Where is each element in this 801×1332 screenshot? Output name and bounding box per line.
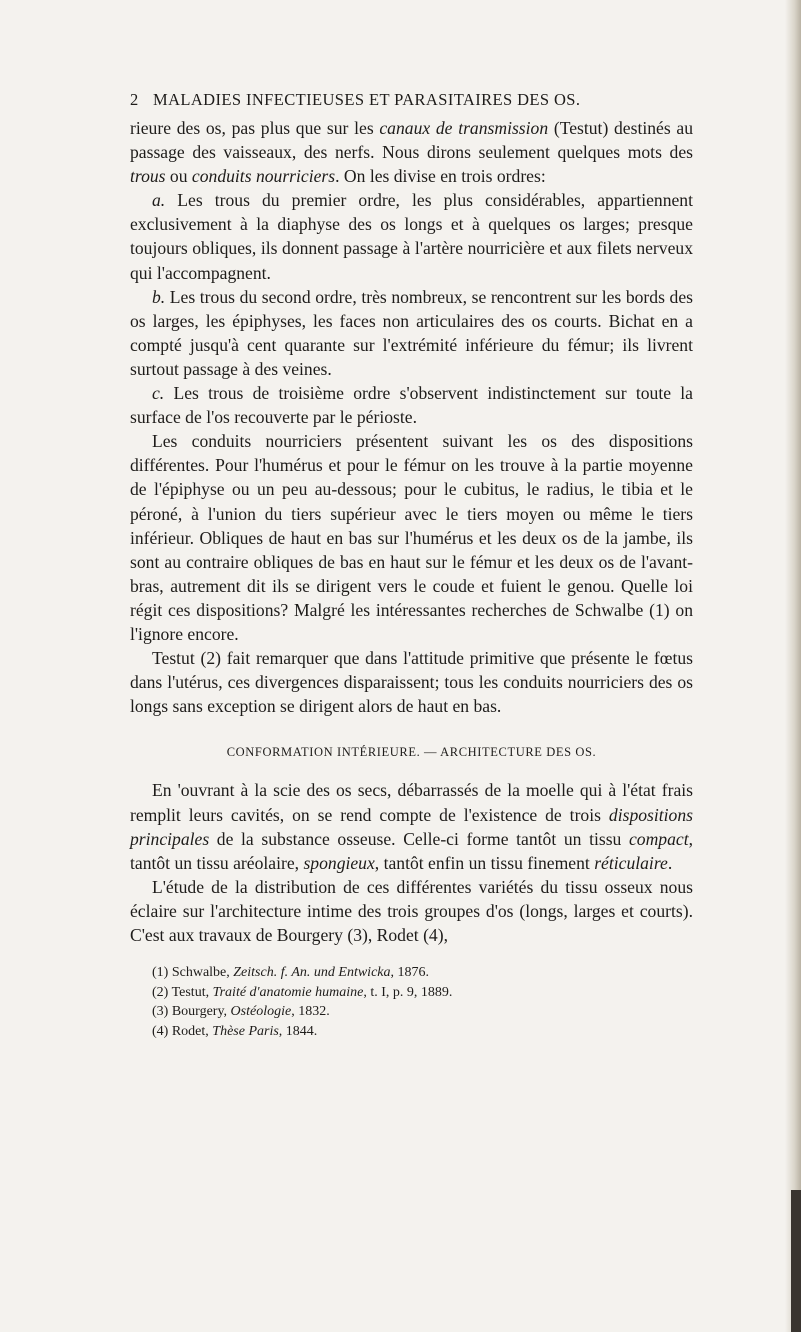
footnote-number: (2): [152, 984, 169, 1000]
footnote: [130, 963, 693, 983]
paragraph-b: [130, 285, 693, 381]
text-run: ou: [165, 166, 192, 187]
footnote: [130, 1022, 693, 1042]
footnote-author: Bourgery,: [168, 1004, 231, 1020]
page-edge-dark-strip: [791, 1190, 801, 1332]
paragraph-c: [130, 381, 693, 429]
paragraph-1: [130, 116, 693, 188]
footnote-number: (1): [152, 965, 169, 981]
paragraph-testut: Testut (2) fait remarquer que dans l'attitude primitive que présente le fœtus dans l'utérus, ces divergences disparaissent; tous les conduits nourriciers des os longs sans exception se dirigent alors de haut en bas.: [130, 648, 693, 717]
text-run: .: [667, 852, 673, 873]
italic-term: réticulaire: [594, 852, 668, 873]
footnote: [130, 983, 693, 1003]
text-run: En 'ouvrant à la scie des os secs, débarrassés de la moelle qui à l'état frais remplit leurs cavités, on se rend compte de l'existence de trois: [130, 780, 693, 825]
body-text: [130, 116, 693, 1041]
italic-term: dispositions principales: [130, 804, 693, 849]
text-run: Les trous du second ordre, très nombreux, se rencontrent sur les bords des os larges, les épiphyses, les faces non articulaires des os courts. Bichat en a compté jusqu'à cent quarante sur l'extrémité inférieure du fémur; ils livrent surtout passage à des veines.: [130, 286, 693, 379]
text-run: . On les divise en trois ordres:: [335, 166, 546, 187]
text-run: , tantôt enfin un tissu finement: [374, 852, 595, 873]
footnote-rest: , t. I, p. 9, 1889.: [363, 984, 453, 1000]
running-title: MALADIES INFECTIEUSES ET PARASITAIRES DES OS.: [153, 90, 581, 109]
italic-term: spongieux: [303, 852, 375, 873]
paragraph-ouvrant: [130, 778, 693, 874]
text-run: Les trous de troisième ordre s'observent indistinctement sur toute la surface de l'os recouverte par le périoste.: [130, 383, 693, 428]
footnotes: [130, 963, 693, 1041]
footnote-number: (3): [152, 1004, 169, 1020]
italic-term: trous: [130, 166, 166, 187]
list-marker: a.: [152, 190, 166, 211]
footnote-rest: , 1832.: [291, 1004, 330, 1020]
footnote-work: Traité d'anatomie humaine: [212, 984, 364, 1000]
italic-term: canaux de transmission: [379, 118, 549, 138]
list-marker: c.: [152, 383, 165, 404]
footnote-author: Schwalbe,: [168, 965, 234, 981]
text-run: , tantôt un tissu aréolaire,: [130, 828, 693, 873]
section-heading: CONFORMATION INTÉRIEURE. — ARCHITECTURE DES OS.: [226, 745, 597, 760]
paragraph-a: [130, 188, 693, 284]
text-run: rieure des os, pas plus que sur les: [130, 118, 380, 138]
footnote-author: Rodet,: [168, 1023, 213, 1039]
page-edge-shadow: [785, 0, 801, 1332]
footnote-number: (4): [152, 1023, 169, 1039]
footnote-work: Ostéologie: [230, 1004, 292, 1020]
footnote-rest: , 1844.: [278, 1023, 318, 1039]
footnote-work: Thèse Paris: [212, 1023, 279, 1039]
text-run: de la substance osseuse. Celle-ci forme tantôt un tissu: [209, 828, 629, 849]
footnote-rest: , 1876.: [390, 965, 429, 981]
paragraph-etude: L'étude de la distribution de ces différentes variétés du tissu osseux nous éclaire sur l'architecture intime des trois groupes d'os (longs, larges et courts). C'est aux travaux de Bourgery (3), Rodet (4),: [130, 876, 693, 945]
footnote-author: Testut,: [168, 984, 213, 1000]
footnote: [130, 1002, 693, 1022]
italic-term: compact: [628, 828, 689, 849]
footnote-work: Zeitsch. f. An. und Entwicka: [233, 965, 391, 981]
text-run: (Testut) destinés au passage des vaisseaux, des nerfs. Nous dirons seulement quelques mots des: [130, 118, 694, 163]
page-number: 2: [130, 90, 139, 109]
paragraph-conduits: Les conduits nourriciers présentent suivant les os des dispositions différentes. Pour l'humérus et pour le fémur on les trouve à la partie moyenne de l'épiphyse ou un peu au-dessous; pour le cubitus, le radius, le tibia et le péroné, à l'union du tiers supérieur avec le tiers moyen ou même le tiers inférieur. Obliques de haut en bas sur l'humérus et les deux os de la jambe, ils sont au contraire obliques de bas en haut sur le fémur et les deux os de l'avant-bras, autrement dit ils se dirigent vers le coude et fuient le genou. Quelle loi régit ces dispositions? Malgré les intéressantes recherches de Schwalbe (1) on l'ignore encore.: [130, 431, 693, 644]
list-marker: b.: [152, 286, 166, 307]
text-run: Les trous du premier ordre, les plus considérables, appartiennent exclusivement à la diaphyse des os longs et à quelques os larges; presque toujours obliques, ils donnent passage à l'artère nourricière et aux filets nerveux qui l'accompagnent.: [130, 190, 693, 283]
italic-term: conduits nourriciers: [191, 166, 336, 187]
